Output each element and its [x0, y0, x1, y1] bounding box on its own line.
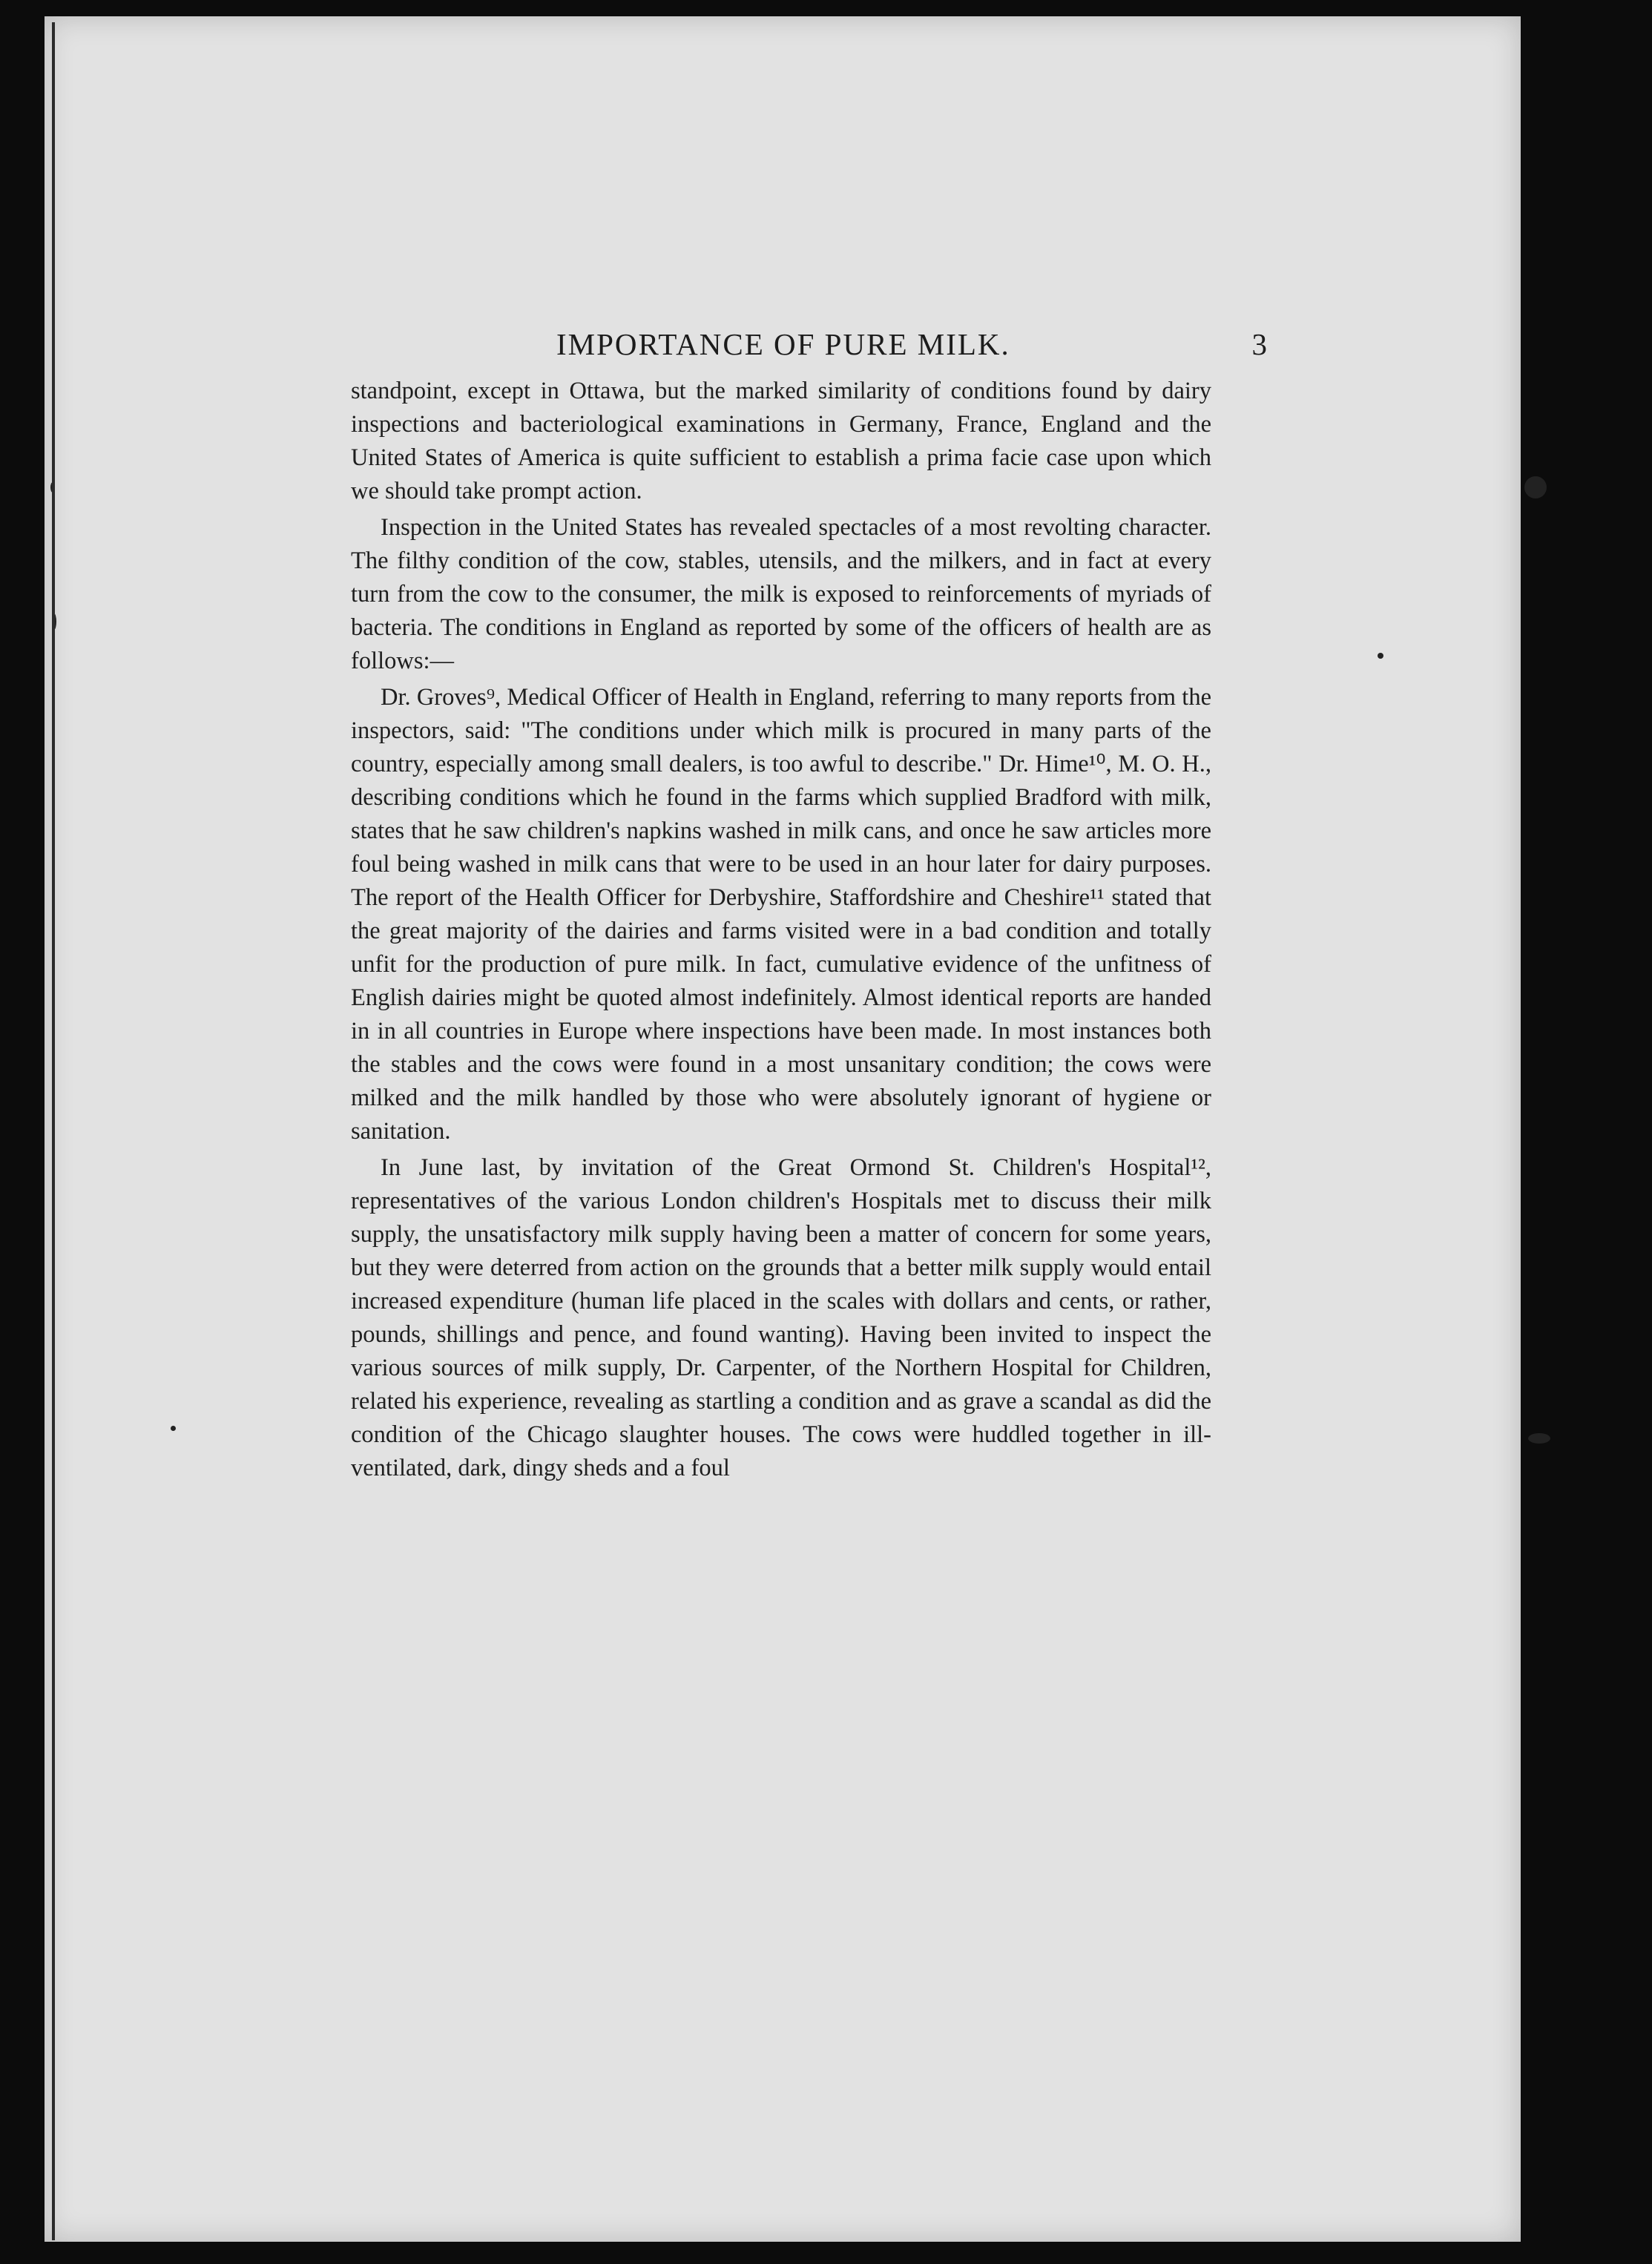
running-head — [556, 326, 1268, 371]
paragraph: In June last, by invitation of the Great Ormond St. Children's Hospital¹², representatives of the various London children's Hospitals met to discuss their milk supply, the unsatisfactory milk supply having been a matter of concern for some years, but they were deterred from action on the grounds that a better milk supply would entail increased expenditure (human life placed in the scales with dollars and cents, or rather, pounds, shillings and pence, and found wanting). Having been invited to inspect the various sources of milk supply, Dr. Carpenter, of the Northern Hospital for Children, related his experience, revealing as startling a condition and as grave a scandal as did the condition of the Chicago slaughter houses. The cows were huddled together in ill-ventilated, dark, dingy sheds and a foul — [351, 1154, 1211, 1481]
body-text — [351, 375, 1211, 1488]
margin-speck — [1528, 1433, 1550, 1444]
page-edge-rule — [52, 22, 55, 2240]
paragraph: Inspection in the United States has revealed spectacles of a most revolting character. The filthy condition of the cow, stables, utensils, and the milkers, and in fact at every turn from the cow to the consumer, the milk is exposed to reinforcements of myriads of bacteria. The conditions in England as reported by some of the officers of health are as follows:— — [351, 514, 1211, 674]
paragraph: standpoint, except in Ottawa, but the marked similarity of conditions found by dairy inspections and bacteriological examinations in Germany, France, England and the United States of America is quite sufficient to establish a prima facie case upon which we should take prompt action. — [351, 378, 1211, 504]
running-head-title: IMPORTANCE OF PURE MILK. — [556, 327, 1010, 361]
margin-speck — [171, 1426, 176, 1431]
margin-speck — [1524, 476, 1547, 498]
paragraph: Dr. Groves⁹, Medical Officer of Health in England, referring to many reports from the inspectors, said: "The conditions under which milk is procured in many parts of the country, especially among small dealers, is too awful to describe." Dr. Hime¹⁰, M. O. H., describing conditions which he found in the farms which supplied Bradford with milk, states that he saw children's napkins washed in milk cans, and once he saw articles more foul being washed in milk cans that were to be used in an hour later for dairy purposes. The report of the Health Officer for Derbyshire, Staffordshire and Cheshire¹¹ stated that the great majority of the dairies and farms visited were in a bad condition and totally unfit for the production of pure milk. In fact, cumulative evidence of the unfitness of English dairies might be quoted almost indefinitely. Almost identical reports are handed in in all countries in Europe where inspections have been made. In most instances both the stables and the cows were found in a most unsanitary condition; the cows were milked and the milk handled by those who were absolutely ignorant of hygiene or sanitation. — [351, 684, 1211, 1145]
page-number: 3 — [1251, 327, 1268, 361]
margin-speck — [1378, 653, 1383, 659]
